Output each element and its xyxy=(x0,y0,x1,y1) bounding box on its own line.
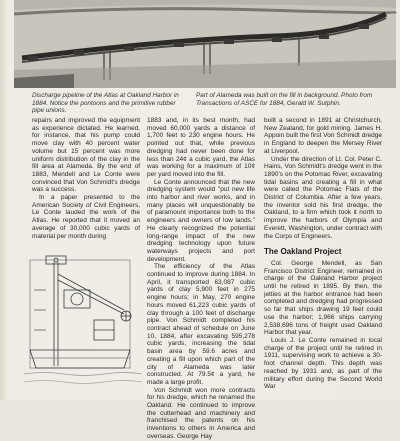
paragraph: Le Conte announced that the new dredging system would "put new life into harbor and river works, and in many places will unquestionably be of paramount importance both to the engineers and owners of low lands." He clearly recognized the potential long-range impact of the new dredging technology upon future waterways projects and port development. xyxy=(147,178,255,263)
text-column-3 xyxy=(264,117,382,400)
dredge-schematic-drawing xyxy=(24,250,142,400)
paragraph: The efficiency of the Atlas continued to improve during 1884. In April, it transported 63,087 cubic yards of clay 5,900 feet in 275 engine hours; in May, 270 engine hours moved 61,223 cubic yards of clay through a 100 feet of discharge pipe. Von Schmidt completed his contract ahead of schedule on June 10, 1884, after excavating 595,278 cubic yards, increasing the tidal basin area by 59.6 acres and creating a fill upon which part of the city of Alameda was later constructed. At 79.5¢ a yard, he made a large profit. xyxy=(147,263,255,386)
photo-caption-right: Part of Alameda was built on the fill in background. Photo from Transactions of ASCE for 1884, Gerald W. Sutphin. xyxy=(196,92,373,107)
dredge-schematic-icon xyxy=(24,250,142,400)
section-heading: The Oakland Project xyxy=(264,247,342,257)
text-column-1 xyxy=(32,117,140,247)
paragraph: Col. George Mendell, as San Francisco District Engineer, remained in charge of the Oakland Harbor project until he retired in 1895. By then, the jetties at the harbor entrance had been completed and dredging had progressed so far that ships drawing 19 feet could use the harbor; 1,966 ships carrying 2,538,696 tons of freight used Oakland Harbor that year. xyxy=(264,259,382,337)
text-column-2 xyxy=(147,117,255,440)
paragraph: repairs and improved the equipment as experience dictated. He learned, for instance, that his pump could move clay with 40 percent water volume but 15 percent was more uniform distribution of the clay in the fill area at Alameda. By the end of 1883, Mendell and Le Conte were convinced that Von Schmidt's dredge was a success. xyxy=(32,117,140,194)
photo-caption-left: Discharge pipeline of the Atlas at Oakland Harbor in 1884. Notice the pontoons and the primitive rubber pipe unions. xyxy=(32,92,179,115)
paragraph: 1883 and, in its best month, had moved 60,000 yards a distance of 1,700 feet to 230 engine hours. He pointed out that, while previous dredging had never been done for less than 24¢ a cubic yard, the Atlas was working for a maximum of 10¢ per yard moved into the fill. xyxy=(147,117,255,178)
paragraph: In a paper presented to the American Society of Civil Engineers, Le Conte lauded the work of the Atlas. He reported that it moved an average of 30,000 cubic yards of material per month during xyxy=(32,194,140,240)
paragraph: Under the direction of Lt. Col. Peter C. Hains, Von Schmidt's dredge went in the 1890's on the Potomac River, excavating tidal basins and creating a fill in what were called the Potomac Flats of the District of Columbia. After a few years, the inventor sold his first dredge, the Oakland, to a firm which took it north to improve the harbors of Olympia and Everett, Washington, under contract with the Corps of Engineers. xyxy=(264,155,382,240)
paragraph: built a second in 1891 at Christchurch, New Zealand, for gold mining. James H. Appoin built the first Von Schmidt dredge in England to deepen the Mersey River at Liverpool. xyxy=(264,117,382,155)
paragraph: Louis J. Le Conte remained in local charge of the project until he retired in 1911, supervising work to achieve a 30-foot channel depth. This depth was reached by 1931 and, as part of the military effort during the Second World War xyxy=(264,336,382,391)
paragraph: Von Schmidt won more contracts for his dredge, which he renamed the Oakland. He continued to improve the cutterhead and machinery and franchised the patents on his inventions to others in America and overseas. George Hay xyxy=(147,386,255,440)
pipeline-photo-drawing xyxy=(14,0,396,88)
pipeline-photo xyxy=(14,0,396,88)
